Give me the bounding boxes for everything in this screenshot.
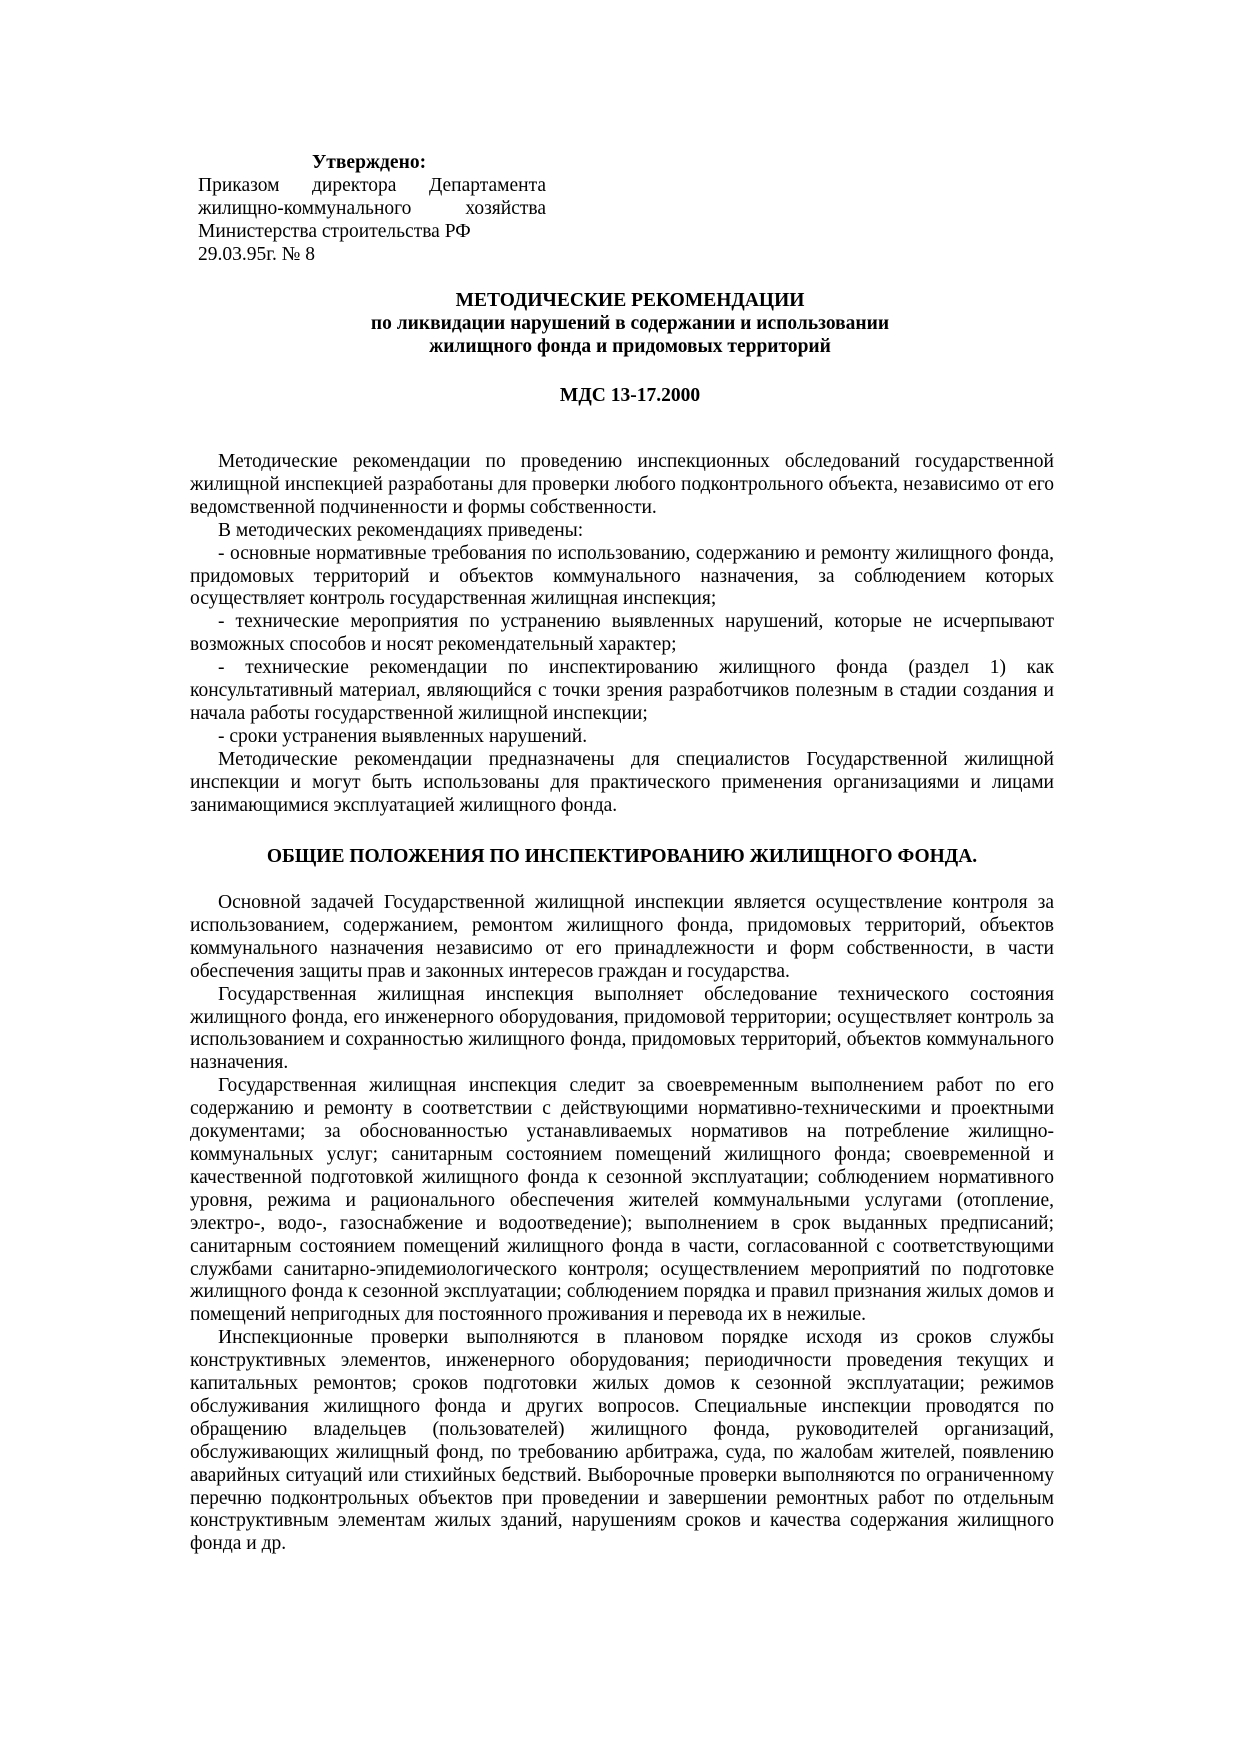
title-subtitle-2: жилищного фонда и придомовых территорий bbox=[429, 336, 831, 357]
approval-line-ministry: Министерства строительства РФ bbox=[198, 221, 471, 242]
general-section bbox=[190, 892, 1054, 1556]
title-subtitle-1: по ликвидации нарушений в содержании и использовании bbox=[370, 313, 890, 334]
approval-line-department: жилищно-коммунального хозяйства bbox=[198, 198, 546, 219]
intro-list-item: - сроки устранения выявленных нарушений. bbox=[218, 725, 588, 747]
approval-line-date: 29.03.95г. № 8 bbox=[198, 244, 316, 265]
intro-list-item: - технические рекомендации по инспектированию жилищного фонда (раздел 1) как консультативный материал, являющийся с точки зрения разработчиков полезным в стадии создания и начала работы государственной жилищной инспекции; bbox=[190, 657, 1054, 724]
intro-section bbox=[190, 451, 1054, 818]
approval-block bbox=[198, 151, 546, 266]
document-code: МДС 13-17.2000 bbox=[559, 385, 701, 406]
section-heading: ОБЩИЕ ПОЛОЖЕНИЯ ПО ИНСПЕКТИРОВАНИЮ ЖИЛИЩНОГО ФОНДА. bbox=[266, 846, 978, 867]
section-paragraph: Инспекционные проверки выполняются в плановом порядке исходя из сроков службы конструктивных элементов, инженерного оборудования; периодичности проведения текущих и капитальных ремонтов; сроков подготовки жилых домов к сезонной эксплуатации; режимов обслуживания жилищного фонда и других вопросов. Специальные инспекции проводятся по обращению владельцев (пользователей) жилищного фонда, руководителей организаций, обслуживающих жилищный фонд, по требованию арбитража, суда, по жалобам жителей, появлению аварийных ситуаций или стихийных бедствий. Выборочные проверки выполняются по ограниченному перечню подконтрольных объектов при проведении и завершении ремонтных работ по отдельным конструктивным элементам жилых зданий, нарушениям сроков и качества содержания жилищного фонда и др. bbox=[190, 1327, 1054, 1555]
intro-paragraph: Методические рекомендации предназначены для специалистов Государственной жилищной инспекции и могут быть использованы для практического применения организациями и лицами занимающимися эксплуатацией жилищного фонда. bbox=[190, 748, 1054, 816]
approval-line-order: Приказом директора Департамента bbox=[198, 175, 546, 196]
section-paragraph: Государственная жилищная инспекция выполняет обследование технического состояния жилищного фонда, его инженерного оборудования, придомовой территории; осуществляет контроль за использованием и сохранностью жилищного фонда, придомовых территорий, объектов коммунального назначения. bbox=[190, 983, 1054, 1074]
intro-paragraph: Методические рекомендации по проведению инспекционных обследований государственной жилищной инспекцией разработаны для проверки любого подконтрольного объекта, независимо от его ведомственной подчиненности и формы собственности. bbox=[190, 451, 1054, 518]
intro-paragraph: В методических рекомендациях приведены: bbox=[218, 519, 584, 541]
intro-list-item: - основные нормативные требования по использованию, содержанию и ремонту жилищного фонда, придомовых территорий и объектов коммунального назначения, за соблюдением которых осуществляет контроль государственная жилищная инспекция; bbox=[190, 542, 1054, 610]
document-title bbox=[190, 289, 1070, 358]
title-main: МЕТОДИЧЕСКИЕ РЕКОМЕНДАЦИИ bbox=[455, 290, 805, 311]
intro-list-item: - технические мероприятия по устранению выявленных нарушений, которые не исчерпывают возможных способов и носят рекомендательный характер; bbox=[190, 611, 1054, 656]
section-paragraph: Государственная жилищная инспекция следит за своевременным выполнением работ по его содержанию и ремонту в соответствии с действующими нормативно-техническими и проектными документами; за обоснованностью устанавливаемых нормативов на потребление жилищно-коммунальных услуг; санитарным состоянием помещений жилищного фонда; своевременной и качественной подготовкой жилищного фонда к сезонной эксплуатации; соблюдением нормативного уровня, режима и рационального обеспечения жителей коммунальными услугами (отопление, электро-, водо-, газоснабжение и водоотведение); выполнением в срок выданных предписаний; санитарным состоянием помещений жилищного фонда в части, согласованной с соответствующими службами санитарно-эпидемиологического контроля; осуществлением мероприятий по подготовке жилищного фонда к сезонной эксплуатации; соблюдением порядка и правил признания жилых домов и помещений непригодных для постоянного проживания и перевода их в нежилые. bbox=[190, 1075, 1054, 1326]
approval-heading: Утверждено: bbox=[312, 152, 427, 173]
section-paragraph: Основной задачей Государственной жилищной инспекции является осуществление контроля за использованием, содержанием, ремонтом жилищного фонда, придомовых территорий, объектов коммунального назначения независимо от его принадлежности и форм собственности, в части обеспечения защиты прав и законных интересов граждан и государства. bbox=[190, 892, 1054, 982]
